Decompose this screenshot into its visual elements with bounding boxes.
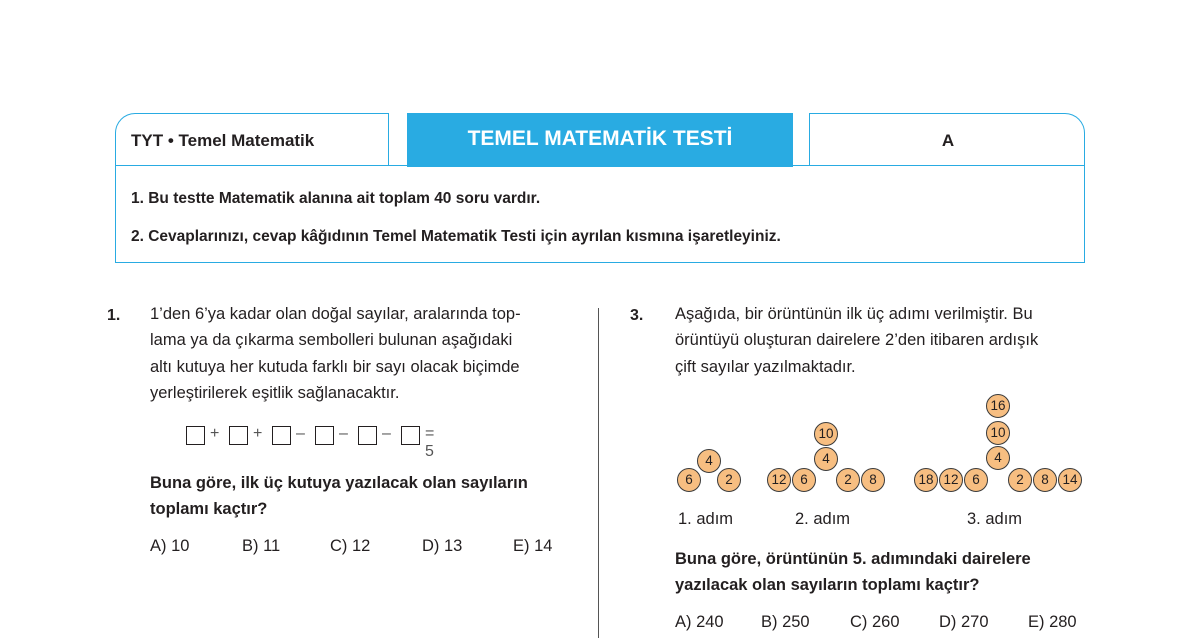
booklet-box — [809, 113, 1085, 165]
step-3-circle-top-2: 10 — [986, 421, 1010, 445]
answer-box-3 — [272, 426, 291, 445]
column-divider — [598, 308, 599, 638]
q3-choice-b[interactable]: B) 250 — [761, 613, 810, 631]
q1-choice-a[interactable]: A) 10 — [150, 537, 190, 555]
q3-choice-d[interactable]: D) 270 — [939, 613, 989, 631]
step-1-circle-top-1: 4 — [697, 449, 721, 473]
answer-box-6 — [401, 426, 420, 445]
question-3-number: 3. — [630, 307, 644, 324]
subject-label: TYT • Temel Matematik — [131, 131, 315, 150]
q1-choice-e[interactable]: E) 14 — [513, 537, 553, 555]
title-box — [407, 113, 793, 167]
step-1-circle-left-1: 6 — [677, 468, 701, 492]
test-title: TEMEL MATEMATİK TESTİ — [467, 127, 733, 150]
operator-2: + — [253, 425, 263, 442]
step-3-circle-right-2: 8 — [1033, 468, 1057, 492]
step-2-circle-left-1: 6 — [792, 468, 816, 492]
step-2-circle-top-1: 4 — [814, 447, 838, 471]
q1-choice-d[interactable]: D) 13 — [422, 537, 463, 555]
question-1-line-3: altı kutuya her kutuda farklı bir sayı olacak biçimde — [150, 358, 520, 376]
step-3-circle-right-3: 14 — [1058, 468, 1082, 492]
step-3-circle-left-1: 6 — [964, 468, 988, 492]
operator-4: – — [339, 425, 348, 442]
q3-choice-e[interactable]: E) 280 — [1028, 613, 1077, 631]
answer-box-1 — [186, 426, 205, 445]
answer-box-2 — [229, 426, 248, 445]
answer-box-4 — [315, 426, 334, 445]
q1-choice-c[interactable]: C) 12 — [330, 537, 371, 555]
step-2-circle-right-2: 8 — [861, 468, 885, 492]
answer-box-5 — [358, 426, 377, 445]
step-1-label: 1. adım — [678, 510, 734, 528]
instruction-2: 2. Cevaplarınızı, cevap kâğıdının Temel Matematik Testi için ayrılan kısmına işaretleyiniz. — [131, 228, 781, 245]
question-1-prompt-1: Buna göre, ilk üç kutuya yazılacak olan sayıların — [150, 474, 528, 492]
question-1-line-4: yerleştirilerek eşitlik sağlanacaktır. — [150, 384, 400, 402]
question-3-line-2: örüntüyü oluşturan dairelere 2’den itibaren ardışık — [675, 331, 1039, 349]
equation-result: = 5 — [425, 425, 435, 460]
question-1-prompt-2: toplamı kaçtır? — [150, 500, 268, 518]
question-3-prompt-1: Buna göre, örüntünün 5. adımındaki dairelere — [675, 550, 1031, 568]
instructions-box — [115, 165, 1085, 263]
question-3-line-3: çift sayılar yazılmaktadır. — [675, 358, 856, 376]
step-2-circle-top-2: 10 — [814, 422, 838, 446]
question-1-line-2: lama ya da çıkarma sembolleri bulunan aşağıdaki — [150, 331, 513, 349]
operator-3: – — [296, 425, 305, 442]
question-1-number: 1. — [107, 307, 121, 324]
step-3-circle-top-1: 4 — [986, 446, 1010, 470]
question-3-prompt-2: yazılacak olan sayıların toplamı kaçtır? — [675, 576, 980, 594]
instruction-1: 1. Bu testte Matematik alanına ait toplam 40 soru vardır. — [131, 190, 541, 207]
step-3-circle-right-1: 2 — [1008, 468, 1032, 492]
step-3-circle-left-2: 12 — [939, 468, 963, 492]
question-3-line-1: Aşağıda, bir örüntünün ilk üç adımı verilmiştir. Bu — [675, 305, 1033, 323]
question-1-line-1: 1’den 6’ya kadar olan doğal sayılar, aralarında top- — [150, 305, 521, 323]
test-header — [115, 113, 1085, 263]
subject-box — [115, 113, 389, 165]
step-2-circle-left-2: 12 — [767, 468, 791, 492]
q1-choice-b[interactable]: B) 11 — [242, 537, 281, 555]
booklet-type: A — [941, 131, 955, 150]
step-3-circle-left-3: 18 — [914, 468, 938, 492]
step-3-circle-top-3: 16 — [986, 394, 1010, 418]
step-1-circle-right-1: 2 — [717, 468, 741, 492]
q3-choice-c[interactable]: C) 260 — [850, 613, 900, 631]
step-2-label: 2. adım — [795, 510, 851, 528]
operator-1: + — [210, 425, 220, 442]
step-3-label: 3. adım — [967, 510, 1023, 528]
q3-choice-a[interactable]: A) 240 — [675, 613, 724, 631]
step-2-circle-right-1: 2 — [836, 468, 860, 492]
operator-5: – — [382, 425, 391, 442]
